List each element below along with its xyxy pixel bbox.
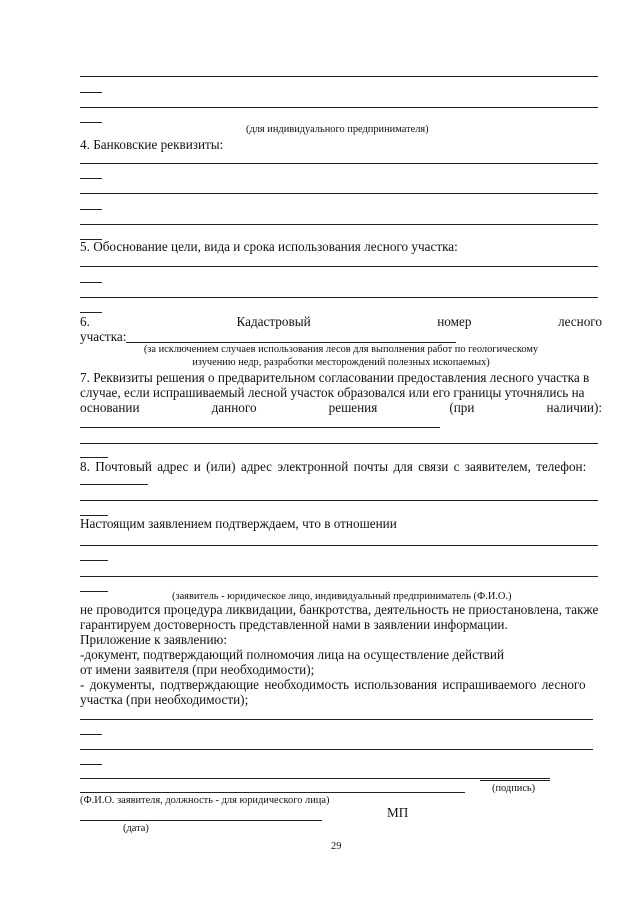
ip-note: (для индивидуального предпринимателя) bbox=[246, 124, 429, 135]
fill-line[interactable] bbox=[80, 719, 593, 720]
cadastral-line1 bbox=[80, 314, 602, 330]
cadastral-note-line1: (за исключением случаев использования лесов для выполнения работ по геологическому bbox=[143, 344, 539, 355]
decision-word: основании bbox=[80, 400, 140, 415]
stamp-label: МП bbox=[387, 805, 409, 820]
cadastral-line2: участка: bbox=[80, 329, 127, 344]
fill-line[interactable] bbox=[80, 266, 598, 267]
fill-line[interactable] bbox=[80, 591, 108, 592]
decision-word: наличии): bbox=[546, 400, 602, 415]
postal-label-text: 8. Почтовый адрес и (или) адрес электронной почты для связи с заявителем, телефон: bbox=[80, 459, 587, 474]
attachment-label: Приложение к заявлению: bbox=[80, 632, 228, 647]
fill-line[interactable] bbox=[80, 92, 102, 93]
fill-line[interactable] bbox=[80, 764, 102, 765]
decision-word: (при bbox=[449, 400, 475, 415]
fill-line[interactable] bbox=[80, 178, 102, 179]
justification-label: 5. Обоснование цели, вида и срока использования лесного участка: bbox=[80, 239, 458, 254]
fill-line[interactable] bbox=[80, 576, 598, 577]
fill-line[interactable] bbox=[80, 193, 598, 194]
fill-line[interactable] bbox=[80, 312, 102, 313]
postal-label bbox=[80, 459, 602, 475]
signature-fill-line[interactable] bbox=[480, 780, 550, 781]
cadastral-word: лесного bbox=[558, 314, 602, 329]
fill-line[interactable] bbox=[80, 282, 102, 283]
cadastral-word: Кадастровый bbox=[236, 314, 311, 329]
cadastral-word: 6. bbox=[80, 314, 90, 329]
attachment-item1-line1: -документ, подтверждающий полномочия лица на осуществление действий bbox=[80, 647, 505, 662]
confirm-label: Настоящим заявлением подтверждаем, что в отношении bbox=[80, 516, 397, 531]
bank-details-label: 4. Банковские реквизиты: bbox=[80, 137, 224, 152]
fill-line[interactable] bbox=[80, 500, 598, 501]
applicant-note: (заявитель - юридическое лицо, индивидуальный предприниматель (Ф.И.О.) bbox=[172, 591, 512, 602]
fio-fill-line[interactable] bbox=[80, 792, 465, 793]
attachment-item1-line2: от имени заявителя (при необходимости); bbox=[80, 662, 315, 677]
fill-line[interactable] bbox=[80, 224, 598, 225]
fill-line[interactable] bbox=[80, 209, 102, 210]
fill-line[interactable] bbox=[80, 427, 440, 428]
fill-line[interactable] bbox=[80, 734, 102, 735]
cadastral-word: номер bbox=[437, 314, 472, 329]
fill-line[interactable] bbox=[80, 749, 593, 750]
statement-line1: не проводится процедура ликвидации, банкротства, деятельность не приостановлена, также bbox=[80, 602, 599, 617]
fill-line[interactable] bbox=[80, 484, 148, 485]
statement-line2: гарантируем достоверность представленной нами в заявлении информации. bbox=[80, 617, 508, 632]
decision-word: решения bbox=[328, 400, 378, 415]
cadastral-note-line2: изучению недр, разработки месторождений полезных ископаемых) bbox=[192, 357, 490, 368]
fill-line[interactable] bbox=[80, 545, 598, 546]
fill-line[interactable] bbox=[80, 443, 598, 444]
signature-label: (подпись) bbox=[492, 783, 536, 794]
fill-line[interactable] bbox=[80, 76, 598, 77]
attachment-item2-line2: участка (при необходимости); bbox=[80, 692, 249, 707]
fill-line[interactable] bbox=[80, 457, 108, 458]
fill-line[interactable] bbox=[80, 163, 598, 164]
attachment-item2-line1: - документы, подтверждающие необходимость использования испрашиваемого лесного bbox=[80, 677, 586, 692]
fill-line[interactable] bbox=[80, 107, 598, 108]
decision-line3 bbox=[80, 400, 602, 416]
date-label: (дата) bbox=[123, 823, 149, 834]
fill-line[interactable] bbox=[80, 297, 598, 298]
fill-line[interactable] bbox=[80, 560, 108, 561]
fill-line[interactable] bbox=[80, 122, 102, 123]
page-number: 29 bbox=[331, 841, 342, 852]
decision-line2: случае, если испрашиваемый лесной участок образовался или его границы уточнялись на bbox=[80, 385, 585, 400]
date-fill-line[interactable] bbox=[80, 820, 322, 821]
decision-word: данного bbox=[211, 400, 257, 415]
fill-line[interactable] bbox=[80, 778, 550, 779]
decision-line1: 7. Реквизиты решения о предварительном согласовании предоставления лесного участка в bbox=[80, 370, 590, 385]
fio-label: (Ф.И.О. заявителя, должность - для юридического лица) bbox=[80, 795, 330, 806]
